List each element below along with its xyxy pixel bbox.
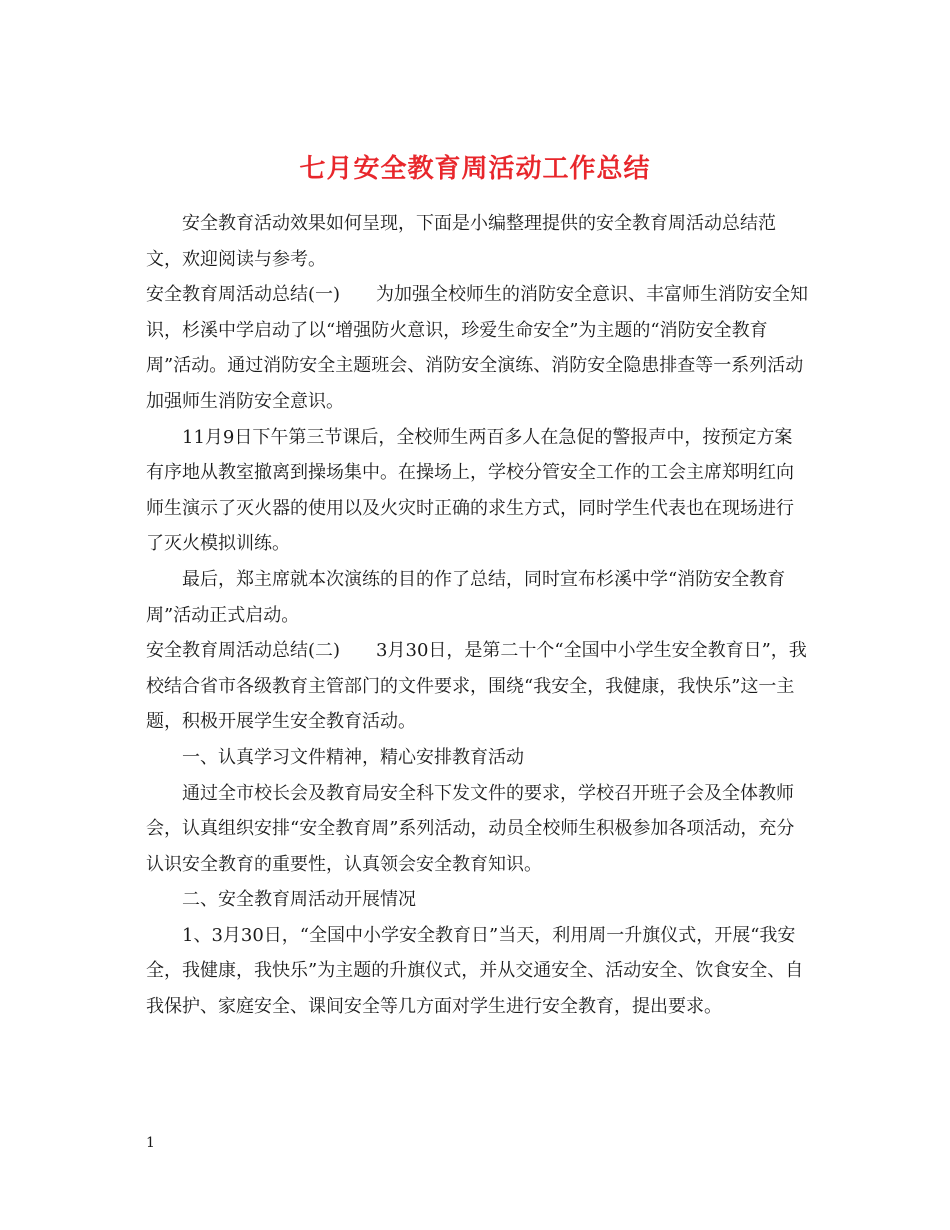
page-number: 1 (146, 1135, 155, 1151)
section-1-body-paragraph-1: 11月9日下午第三节课后，全校师生两百多人在急促的警报声中，按预定方案有序地从教室撤离到操场集中。在操场上，学校分管安全工作的工会主席郑明红向师生演示了灭火器的使用以及火灾时正确的求生方式，同时学生代表也在现场进行了灭火模拟训练。 (146, 426, 794, 555)
section-2-body-paragraph-2: 1、3月30日，“全国中小学安全教育日”当天，利用周一升旗仪式，开展“我安全，我健康，我快乐”为主题的升旗仪式，并从交通安全、活动安全、饮食安全、自我保护、家庭安全、课间安全等几方面对学生进行安全教育，提出要求。 (146, 924, 804, 1018)
intro-paragraph: 安全教育活动效果如何呈现，下面是小编整理提供的安全教育周活动总结范文，欢迎阅读与参考。 (146, 213, 776, 270)
document-title: 七月安全教育周活动工作总结 (299, 154, 651, 185)
section-1-lead: 为加强全校师生的消防安全意识、丰富师生消防安全知识，杉溪中学启动了以“增强防火意识，珍爱生命安全”为主题的“消防安全教育周”活动。通过消防安全主题班会、消防安全演练、消防安全隐患排查等一系列活动加强师生消防安全意识。 (146, 284, 809, 412)
section-2-body-paragraph-1: 通过全市校长会及教育局安全科下发文件的要求，学校召开班子会及全体教师会，认真组织安排“安全教育周”系列活动，动员全校师生积极参加各项活动，充分认识安全教育的重要性，认真领会安全教育知识。 (146, 782, 795, 875)
section-1-paragraph (146, 277, 810, 419)
section-2-subheading-2: 二、安全教育周活动开展情况 (182, 889, 416, 911)
section-1-heading: 安全教育周活动总结(一) (146, 284, 341, 306)
document-body (146, 206, 810, 1025)
section-1-body-paragraph-2: 最后，郑主席就本次演练的目的作了总结，同时宣布杉溪中学“消防安全教育周”活动正式启动。 (146, 568, 786, 626)
section-2-heading: 安全教育周活动总结(二) (146, 640, 341, 662)
section-2-paragraph (146, 633, 810, 740)
section-2-subheading-1: 一、认真学习文件精神，精心安排教育活动 (182, 746, 524, 768)
section-2-lead: 3月30日，是第二十个“全国中小学生安全教育日”，我校结合省市各级教育主管部门的文件要求，围绕“我安全，我健康，我快乐”这一主题，积极开展学生安全教育活动。 (146, 640, 807, 733)
